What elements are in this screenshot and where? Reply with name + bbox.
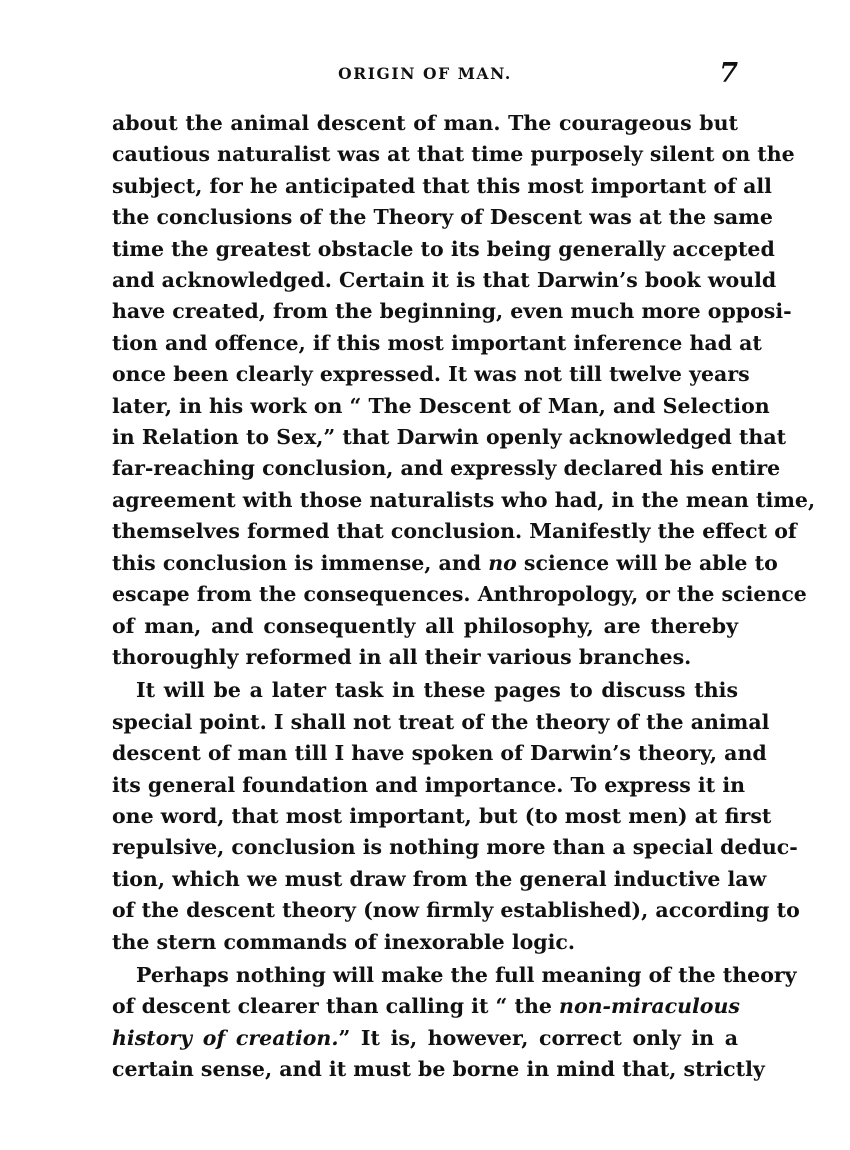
text-line: its general foundation and importance. To express it in: [112, 772, 746, 797]
text-fragment: this conclusion is immense, and: [112, 550, 489, 575]
text-line: once been clearly expressed. It was not till twelve years: [112, 362, 750, 387]
text-line: the conclusions of the Theory of Descent was at the same: [112, 205, 773, 230]
running-head: [112, 58, 738, 92]
text-line: descent of man till I have spoken of Darwin’s theory, and: [112, 741, 767, 766]
text-line: tion, which we must draw from the general inductive law: [112, 866, 767, 891]
paragraph-1: [112, 108, 816, 673]
text-line: about the animal descent of man. The courageous but: [112, 111, 738, 135]
text-line: have created, from the beginning, even much more opposi-: [112, 299, 792, 324]
italic-phrase: non-miraculous: [559, 994, 740, 1019]
text-line: agreement with those naturalists who had, in the mean time,: [112, 487, 816, 512]
text-line: themselves formed that conclusion. Manifestly the effect of: [112, 519, 797, 544]
text-line: of the descent theory (now firmly established), according to: [112, 898, 800, 923]
text-line: time the greatest obstacle to its being generally accepted: [112, 236, 775, 261]
text-line: and acknowledged. Certain it is that Darwin’s book would: [112, 268, 777, 293]
text-fragment: of descent clearer than calling it “ the: [112, 994, 560, 1019]
text-line: [112, 1023, 738, 1054]
paragraph-3: [112, 960, 797, 1086]
book-page: [112, 58, 816, 1086]
italic-word: no: [488, 550, 517, 575]
text-line: [112, 548, 778, 579]
paragraph-2: [112, 675, 800, 958]
text-line: subject, for he anticipated that this most important of all: [112, 173, 772, 198]
text-line: one word, that most important, but (to most men) at first: [112, 803, 772, 828]
text-line: cautious naturalist was at that time purposely silent on the: [112, 142, 795, 167]
body-text: [112, 108, 816, 1086]
text-line: of man, and consequently all philosophy, are thereby: [112, 613, 738, 638]
text-fragment: science will be able to: [516, 550, 778, 575]
text-line: far-reaching conclusion, and expressly declared his entire: [112, 456, 781, 481]
text-line: [112, 991, 738, 1022]
text-fragment: ” It is, however, correct only in a: [338, 1025, 738, 1050]
italic-phrase: history of creation.: [112, 1025, 339, 1050]
text-line: special point. I shall not treat of the theory of the animal: [112, 709, 770, 734]
text-line: later, in his work on “ The Descent of Man, and Selection: [112, 393, 770, 418]
text-line: escape from the consequences. Anthropology, or the science: [112, 582, 807, 607]
text-line: It will be a later task in these pages to discuss this: [136, 678, 738, 703]
text-line: certain sense, and it must be borne in mind that, strictly: [112, 1057, 765, 1082]
text-line: in Relation to Sex,” that Darwin openly acknowledged that: [112, 425, 787, 450]
running-title: ORIGIN OF MAN.: [338, 64, 512, 83]
page-number: 7: [719, 58, 738, 89]
text-line: thoroughly reformed in all their various branches.: [112, 644, 692, 669]
text-line: tion and offence, if this most important inference had at: [112, 330, 762, 355]
text-line: repulsive, conclusion is nothing more than a special deduc-: [112, 835, 798, 860]
text-line: Perhaps nothing will make the full meaning of the theory: [136, 962, 797, 987]
text-line: the stern commands of inexorable logic.: [112, 929, 576, 954]
